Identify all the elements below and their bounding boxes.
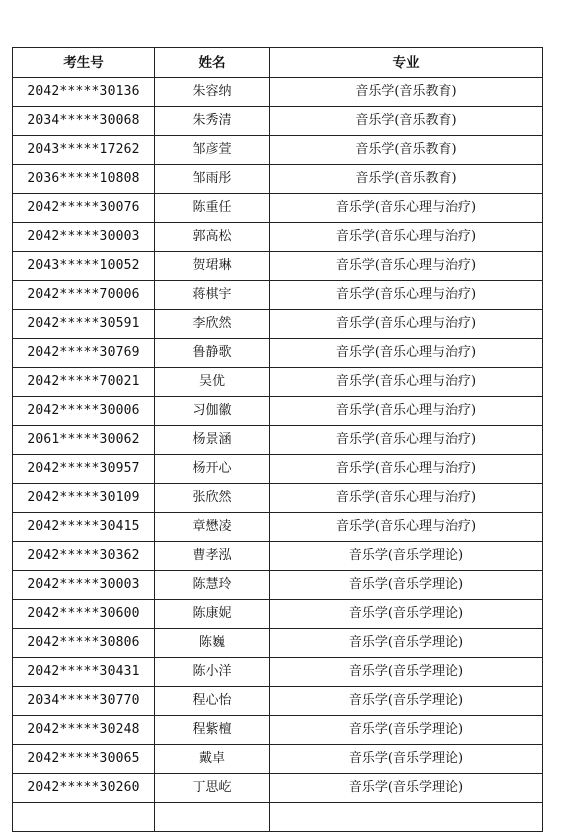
table-row bbox=[13, 194, 543, 223]
table-body bbox=[13, 78, 543, 832]
table-row bbox=[13, 252, 543, 281]
cell-major: 音乐学(音乐教育) bbox=[270, 165, 543, 194]
cell-major: 音乐学(音乐学理论) bbox=[270, 745, 543, 774]
cell-exam-id: 2061*****30062 bbox=[13, 426, 155, 455]
header-row bbox=[13, 48, 543, 78]
cell-name: 曹孝泓 bbox=[155, 542, 270, 571]
table-row bbox=[13, 136, 543, 165]
cell-major: 音乐学(音乐心理与治疗) bbox=[270, 194, 543, 223]
table-row bbox=[13, 716, 543, 745]
cell-major: 音乐学(音乐心理与治疗) bbox=[270, 397, 543, 426]
cell-name: 习伽徽 bbox=[155, 397, 270, 426]
cell-major: 音乐学(音乐学理论) bbox=[270, 687, 543, 716]
cell-major: 音乐学(音乐心理与治疗) bbox=[270, 455, 543, 484]
cell-exam-id: 2042*****30431 bbox=[13, 658, 155, 687]
cell-major: 音乐学(音乐心理与治疗) bbox=[270, 339, 543, 368]
cell-name: 邹彦萱 bbox=[155, 136, 270, 165]
cell-name: 陈巍 bbox=[155, 629, 270, 658]
table-row bbox=[13, 368, 543, 397]
cell-exam-id: 2042*****30003 bbox=[13, 223, 155, 252]
admission-roster-table bbox=[12, 47, 543, 832]
cell-exam-id: 2042*****30065 bbox=[13, 745, 155, 774]
table-row bbox=[13, 774, 543, 803]
cell-exam-id: 2042*****30260 bbox=[13, 774, 155, 803]
cell-major: 音乐学(音乐学理论) bbox=[270, 658, 543, 687]
cell-exam-id: 2042*****30006 bbox=[13, 397, 155, 426]
table-row bbox=[13, 658, 543, 687]
continuation-cell bbox=[155, 803, 270, 832]
cell-exam-id: 2042*****30076 bbox=[13, 194, 155, 223]
cell-major: 音乐学(音乐心理与治疗) bbox=[270, 310, 543, 339]
continuation-cell bbox=[13, 803, 155, 832]
cell-name: 杨开心 bbox=[155, 455, 270, 484]
cell-name: 陈康妮 bbox=[155, 600, 270, 629]
cell-major: 音乐学(音乐心理与治疗) bbox=[270, 223, 543, 252]
cell-major: 音乐学(音乐学理论) bbox=[270, 571, 543, 600]
cell-name: 吴优 bbox=[155, 368, 270, 397]
cell-major: 音乐学(音乐心理与治疗) bbox=[270, 252, 543, 281]
cell-name: 陈小洋 bbox=[155, 658, 270, 687]
table-row bbox=[13, 281, 543, 310]
table-row bbox=[13, 107, 543, 136]
cell-major: 音乐学(音乐心理与治疗) bbox=[270, 281, 543, 310]
table-header bbox=[13, 48, 543, 78]
table-row bbox=[13, 223, 543, 252]
cell-name: 朱秀清 bbox=[155, 107, 270, 136]
cell-name: 丁思屹 bbox=[155, 774, 270, 803]
cell-exam-id: 2042*****70021 bbox=[13, 368, 155, 397]
cell-name: 蒋棋宇 bbox=[155, 281, 270, 310]
cell-major: 音乐学(音乐学理论) bbox=[270, 774, 543, 803]
cell-major: 音乐学(音乐学理论) bbox=[270, 629, 543, 658]
cell-name: 章懋凌 bbox=[155, 513, 270, 542]
cell-exam-id: 2042*****70006 bbox=[13, 281, 155, 310]
cell-major: 音乐学(音乐心理与治疗) bbox=[270, 513, 543, 542]
cell-exam-id: 2042*****30003 bbox=[13, 571, 155, 600]
cell-major: 音乐学(音乐心理与治疗) bbox=[270, 484, 543, 513]
table-row bbox=[13, 455, 543, 484]
cell-name: 朱容纳 bbox=[155, 78, 270, 107]
table-row bbox=[13, 484, 543, 513]
cell-major: 音乐学(音乐学理论) bbox=[270, 716, 543, 745]
table-row bbox=[13, 687, 543, 716]
cell-name: 程心怡 bbox=[155, 687, 270, 716]
header-name: 姓名 bbox=[155, 48, 270, 78]
table-row-continuation bbox=[13, 803, 543, 832]
cell-name: 戴卓 bbox=[155, 745, 270, 774]
cell-exam-id: 2042*****30806 bbox=[13, 629, 155, 658]
table-row bbox=[13, 745, 543, 774]
cell-major: 音乐学(音乐教育) bbox=[270, 136, 543, 165]
cell-major: 音乐学(音乐教育) bbox=[270, 78, 543, 107]
cell-exam-id: 2042*****30957 bbox=[13, 455, 155, 484]
cell-exam-id: 2042*****30591 bbox=[13, 310, 155, 339]
cell-name: 陈重任 bbox=[155, 194, 270, 223]
cell-exam-id: 2036*****10808 bbox=[13, 165, 155, 194]
cell-exam-id: 2034*****30770 bbox=[13, 687, 155, 716]
header-exam-id: 考生号 bbox=[13, 48, 155, 78]
cell-exam-id: 2043*****10052 bbox=[13, 252, 155, 281]
cell-exam-id: 2042*****30362 bbox=[13, 542, 155, 571]
cell-major: 音乐学(音乐教育) bbox=[270, 107, 543, 136]
cell-name: 邹雨彤 bbox=[155, 165, 270, 194]
cell-major: 音乐学(音乐心理与治疗) bbox=[270, 368, 543, 397]
cell-exam-id: 2042*****30136 bbox=[13, 78, 155, 107]
cell-name: 张欣然 bbox=[155, 484, 270, 513]
cell-name: 杨景涵 bbox=[155, 426, 270, 455]
table-row bbox=[13, 571, 543, 600]
table-row bbox=[13, 339, 543, 368]
cell-major: 音乐学(音乐学理论) bbox=[270, 600, 543, 629]
cell-name: 程紫檀 bbox=[155, 716, 270, 745]
cell-exam-id: 2042*****30248 bbox=[13, 716, 155, 745]
cell-name: 鲁静歌 bbox=[155, 339, 270, 368]
table-row bbox=[13, 600, 543, 629]
table-row bbox=[13, 426, 543, 455]
cell-name: 李欣然 bbox=[155, 310, 270, 339]
table-row bbox=[13, 542, 543, 571]
cell-exam-id: 2042*****30600 bbox=[13, 600, 155, 629]
cell-exam-id: 2042*****30415 bbox=[13, 513, 155, 542]
table-row bbox=[13, 310, 543, 339]
table-row bbox=[13, 629, 543, 658]
table-row bbox=[13, 513, 543, 542]
header-major: 专业 bbox=[270, 48, 543, 78]
cell-major: 音乐学(音乐学理论) bbox=[270, 542, 543, 571]
cell-name: 陈慧玲 bbox=[155, 571, 270, 600]
table-row bbox=[13, 78, 543, 107]
cell-exam-id: 2043*****17262 bbox=[13, 136, 155, 165]
cell-exam-id: 2042*****30109 bbox=[13, 484, 155, 513]
continuation-cell bbox=[270, 803, 543, 832]
cell-exam-id: 2042*****30769 bbox=[13, 339, 155, 368]
table-row bbox=[13, 397, 543, 426]
cell-name: 贺珺琳 bbox=[155, 252, 270, 281]
cell-name: 郭高松 bbox=[155, 223, 270, 252]
table-row bbox=[13, 165, 543, 194]
cell-major: 音乐学(音乐心理与治疗) bbox=[270, 426, 543, 455]
cell-exam-id: 2034*****30068 bbox=[13, 107, 155, 136]
